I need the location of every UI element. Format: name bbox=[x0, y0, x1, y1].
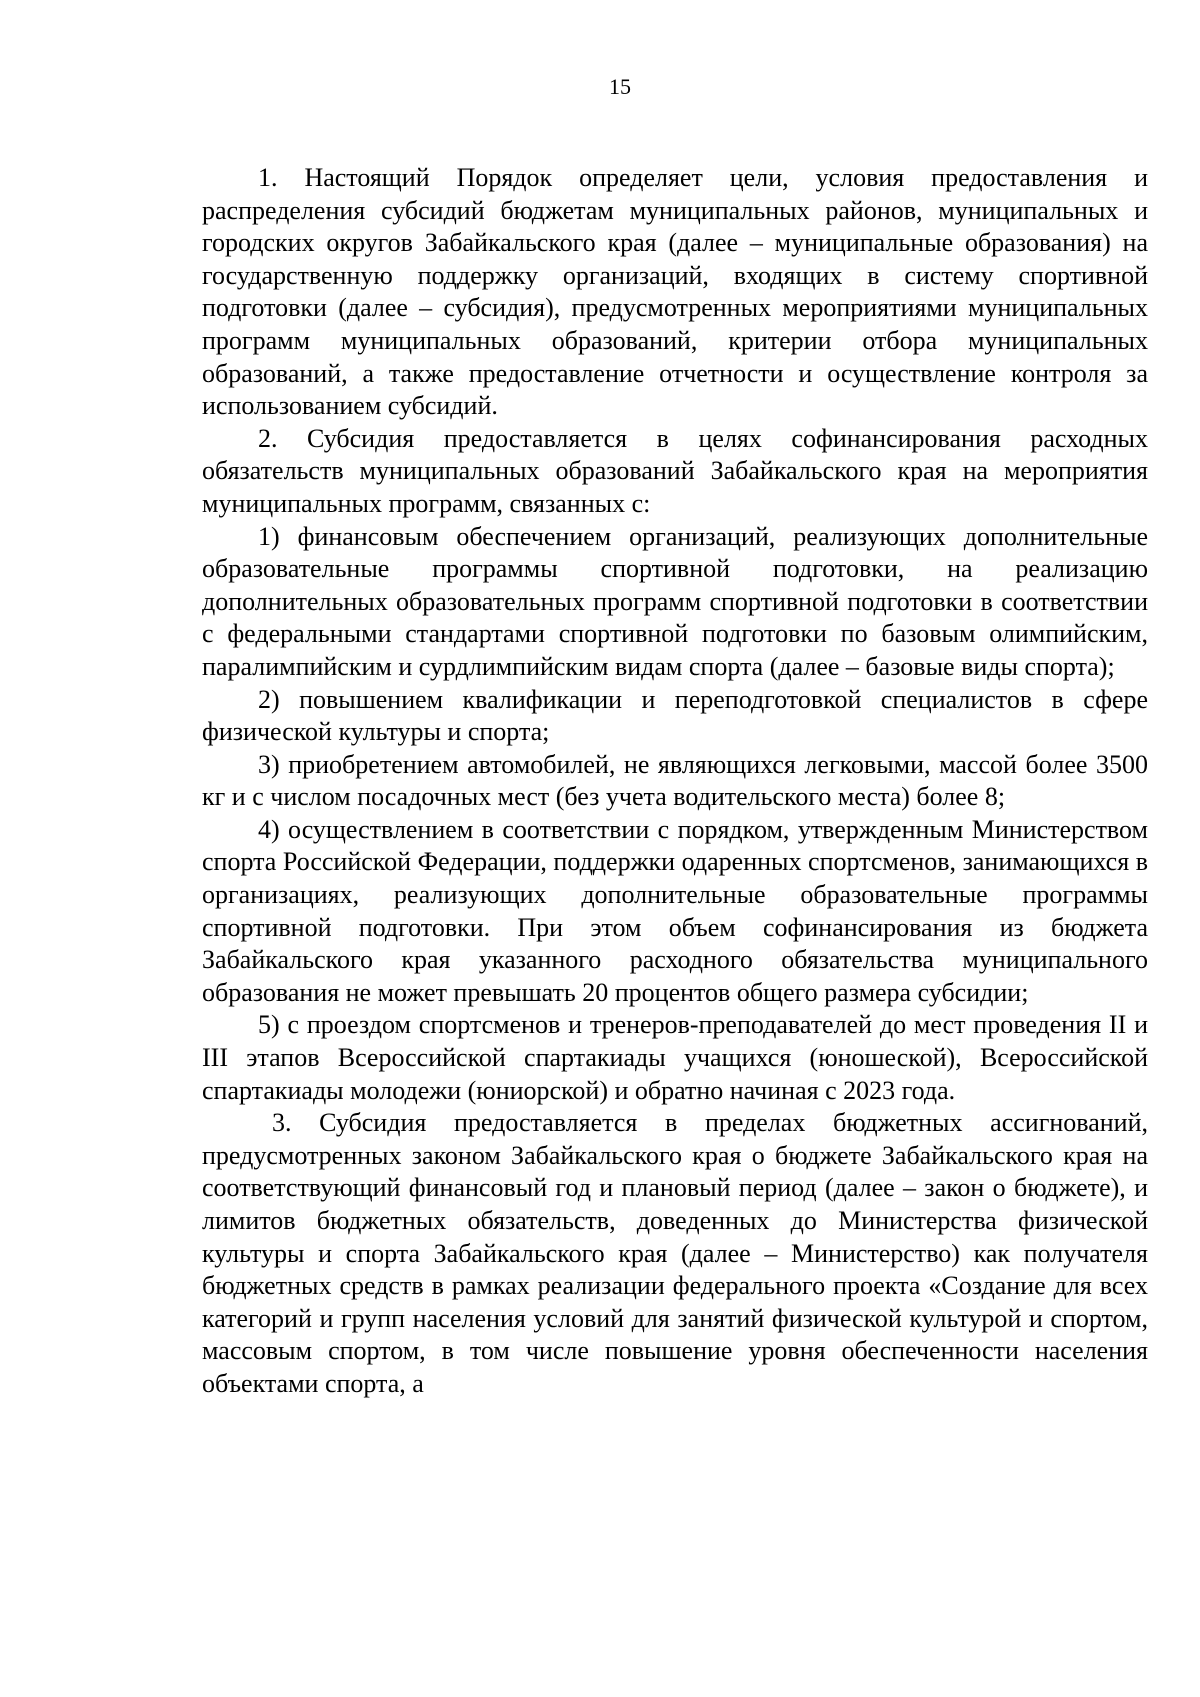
list-item-2: 2) повышением квалификации и переподготовкой специалистов в сфере физической культуры и спорта; bbox=[202, 684, 1148, 747]
list-item-3: 3) приобретением автомобилей, не являющихся легковыми, массой более 3500 кг и с числом посадочных мест (без учета водительского места) более 8; bbox=[202, 749, 1148, 812]
list-item-4: 4) осуществлением в соответствии с порядком, утвержденным Министерством спорта Российской Федерации, поддержки одаренных спортсменов, занимающихся в организациях, реализующих дополнительные образовательные программы спортивной подготовки. При этом объем софинансирования из бюджета Забайкальского края указанного расходного обязательства муниципального образования не может превышать 20 процентов общего размера субсидии; bbox=[202, 814, 1148, 1007]
list-item-5: 5) с проездом спортсменов и тренеров-преподавателей до мест проведения II и III этапов Всероссийской спартакиады учащихся (юношеской), Всероссийской спартакиады молодежи (юниорской) и обратно начиная с 2023 года. bbox=[202, 1010, 1148, 1105]
paragraph-2: 2. Субсидия предоставляется в целях софинансирования расходных обязательств муниципальных образований Забайкальского края на мероприятия муниципальных программ, связанных с: bbox=[202, 423, 1148, 518]
paragraph-3: 3. Субсидия предоставляется в пределах бюджетных ассигнований, предусмотренных законом Забайкальского края о бюджете Забайкальского края на соответствующий финансовый год и плановый период (далее – закон о бюджете), и лимитов бюджетных обязательств, доведенных до Министерства физической культуры и спорта Забайкальского края (далее – Министерство) как получателя бюджетных средств в рамках реализации федерального проекта «Создание для всех категорий и групп населения условий для занятий физической культурой и спортом, массовым спортом, в том числе повышение уровня обеспеченности населения объектами спорта, а bbox=[202, 1108, 1148, 1398]
document-body bbox=[202, 162, 1148, 1401]
paragraph-1: 1. Настоящий Порядок определяет цели, условия предоставления и распределения субсидий бюджетам муниципальных районов, муниципальных и городских округов Забайкальского края (далее – муниципальные образования) на государственную поддержку организаций, входящих в систему спортивной подготовки (далее – субсидия), предусмотренных мероприятиями муниципальных программ муниципальных образований, критерии отбора муниципальных образований, а также предоставление отчетности и осуществление контроля за использованием субсидий. bbox=[202, 163, 1148, 421]
list-item-1: 1) финансовым обеспечением организаций, реализующих дополнительные образовательные программы спортивной подготовки, на реализацию дополнительных образовательных программ спортивной подготовки в соответствии с федеральными стандартами спортивной подготовки по базовым олимпийским, паралимпийским и сурдлимпийским видам спорта (далее – базовые виды спорта); bbox=[202, 521, 1148, 681]
page-number: 15 bbox=[609, 74, 631, 99]
